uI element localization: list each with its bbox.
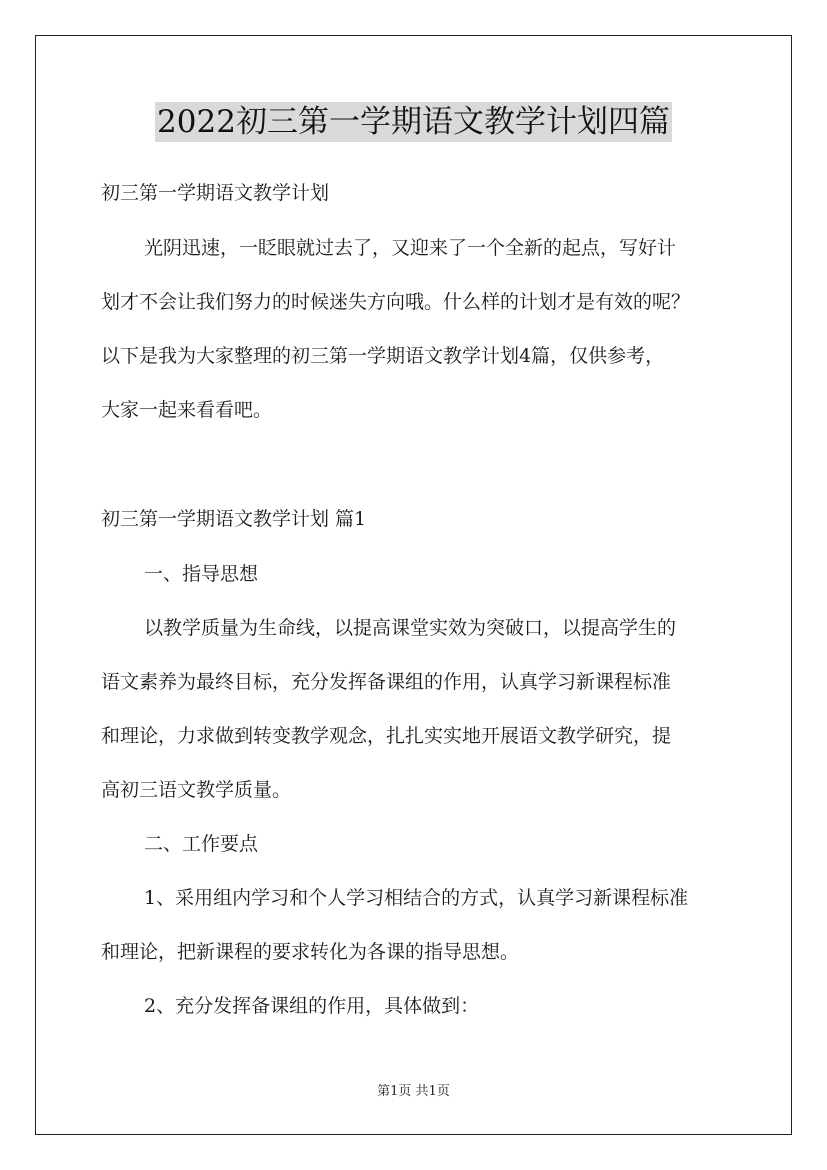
paragraph-line: 以教学质量为生命线，以提高课堂实效为突破口，以提高学生的 [144,617,677,639]
paragraph-line: 和理论，力求做到转变教学观念，扎扎实实地开展语文教学研究，提 [101,725,672,747]
document-title: 2022初三第一学期语文教学计划四篇 [157,104,670,140]
paragraph-line: 高初三语文教学质量。 [101,779,292,801]
paragraph-line: 划才不会让我们努力的时候迷失方向哦。什么样的计划才是有效的呢？ [101,291,691,313]
section-heading: 初三第一学期语文教学计划 [101,182,330,204]
title-container [0,102,827,142]
paragraph-line: 2、充分发挥备课组的作用，具体做到： [144,995,480,1017]
paragraph-line: 和理论，把新课程的要求转化为各课的指导思想。 [101,941,520,963]
section-heading: 初三第一学期语文教学计划 篇1 [101,508,367,530]
paragraph-line: 光阴迅速，一眨眼就过去了，又迎来了一个全新的起点，写好计 [144,237,677,259]
subheading: 一、指导思想 [144,563,259,585]
page-footer: 第1页 共1页 [377,1084,450,1099]
paragraph-line: 以下是我为大家整理的初三第一学期语文教学计划4篇，仅供参考， [101,345,665,367]
subheading: 二、工作要点 [144,833,259,855]
paragraph-line: 语文素养为最终目标，充分发挥备课组的作用，认真学习新课程标准 [101,671,672,693]
paragraph-line: 1、采用组内学习和个人学习相结合的方式，认真学习新课程标准 [144,887,689,909]
paragraph-line: 大家一起来看看吧。 [101,399,273,421]
